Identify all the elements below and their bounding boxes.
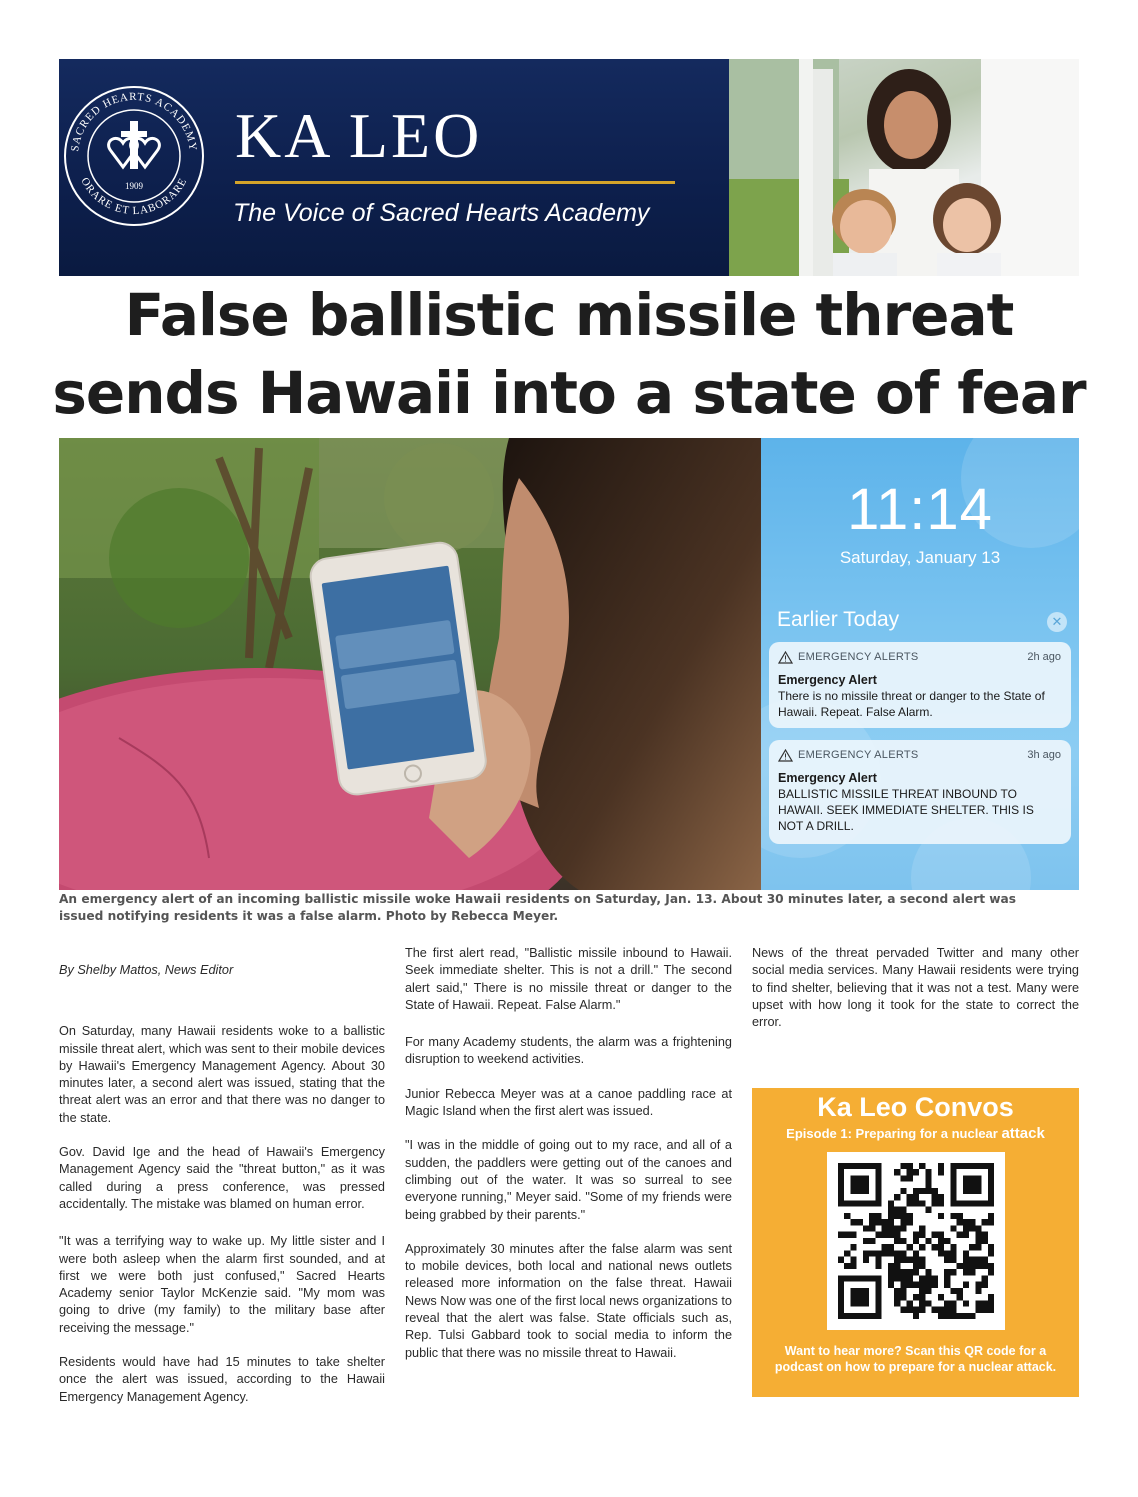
podcast-promo-box <box>752 1088 1079 1397</box>
article-column-1 <box>59 962 385 1423</box>
article-paragraph: "I was in the middle of going out to my race, and all of a sudden, the paddlers were getting out of the canoes and climbing out of the water. It was so surreal to see everyone running," Meyer said. "Some of my friends were being grabbed by their parents." <box>405 1138 732 1222</box>
promo-subtitle <box>752 1125 1079 1142</box>
photo-caption: An emergency alert of an incoming ballistic missile woke Hawaii residents on Saturday, Jan. 13. About 30 minutes later, a second alert was issued notifying residents it was a false alarm. Photo by Rebecca Meyer. <box>59 892 1017 923</box>
main-photo <box>59 438 1079 890</box>
promo-subtitle-main: Episode 1: Preparing for a nuclear <box>786 1126 998 1141</box>
article-column-2 <box>405 945 732 1379</box>
promo-subtitle-end: attack <box>1001 1125 1045 1142</box>
article-paragraph: Gov. David Ige and the head of Hawaii's Emergency Management Agency said the "threat button," as it was called during a press conference, was pressed accidentally. The mistake was blamed on human error. <box>59 1145 385 1211</box>
notification-title: Emergency Alert <box>778 771 877 785</box>
notification-body: BALLISTIC MISSILE THREAT INBOUND TO HAWAII. SEEK IMMEDIATE SHELTER. THIS IS NOT A DRILL. <box>778 787 1034 833</box>
article-paragraph: Residents would have had 15 minutes to take shelter once the alert was issued, according to the Hawaii Emergency Management Agency. <box>59 1355 385 1404</box>
article-paragraph: For many Academy students, the alarm was a frightening disruption to weekend activities. <box>405 1035 732 1067</box>
byline: By Shelby Mattos, News Editor <box>59 963 234 977</box>
article-paragraph: Approximately 30 minutes after the false alarm was sent to mobile devices, both local and national news outlets released more information on the false threat. Hawaii News Now was one of the first local news organizations to reveal that the alert was false. State officials such as, Rep. Tulsi Gabbard took to social media to inform the public that there was no missile threat to Hawaii. <box>405 1241 732 1360</box>
svg-text:ORARE ET LABORARE: ORARE ET LABORARE <box>78 175 190 218</box>
headline-line-1: False ballistic missile threat <box>124 281 1014 349</box>
article-paragraph: Junior Rebecca Meyer was at a canoe paddling race at Magic Island when the first alert was issued. <box>405 1086 732 1119</box>
notification-app: EMERGENCY ALERTS <box>798 651 919 663</box>
notification-card <box>769 740 1071 844</box>
masthead-rule <box>235 181 675 184</box>
qr-code[interactable] <box>827 1152 1005 1330</box>
notification-card <box>769 642 1071 728</box>
promo-title: Ka Leo Convos <box>817 1092 1014 1122</box>
notification-body: There is no missile threat or danger to the State of Hawaii. Repeat. False Alarm. <box>778 689 1045 719</box>
svg-text:1909: 1909 <box>125 181 143 191</box>
article-paragraph: News of the threat pervaded Twitter and many other social media services. Many Hawaii residents were trying to find shelter, believing that it was not a test. Many were upset with how long it took for the state to correct the error. <box>752 946 1079 1030</box>
masthead-tagline: The Voice of Sacred Hearts Academy <box>233 199 650 227</box>
notification-time: 3h ago <box>1027 749 1061 761</box>
masthead-title: KA LEO <box>235 100 483 171</box>
headline <box>0 276 1138 432</box>
close-icon: ✕ <box>1047 612 1067 632</box>
headline-line-2: sends Hawaii into a state of fear <box>52 359 1086 427</box>
article-column-3 <box>752 945 1079 1048</box>
svg-text:SACRED HEARTS ACADEMY: SACRED HEARTS ACADEMY <box>69 90 199 153</box>
article-paragraph: The first alert read, "Ballistic missile inbound to Hawaii. Seek immediate shelter. This is not a drill." The second alert said," There is no missile threat or danger to the State of Hawaii. Repeat. False Alarm." <box>405 946 732 1012</box>
warning-icon <box>778 651 793 664</box>
notification-title: Emergency Alert <box>778 673 877 687</box>
lockscreen-screenshot <box>761 438 1079 890</box>
lockscreen-date: Saturday, January 13 <box>839 548 1001 567</box>
notification-section-header: Earlier Today <box>777 608 900 631</box>
notification-time: 2h ago <box>1027 651 1061 663</box>
article-paragraph: "It was a terrifying way to wake up. My little sister and I were both asleep when the alarm first sounded, and at first we were both just confused," Sacred Hearts Academy senior Taylor McKenzie said. "My mom was going to drive (my family) to the military base after receiving the message." <box>59 1234 385 1335</box>
promo-text: Want to hear more? Scan this QR code for a podcast on how to prepare for a nuclear attack. <box>774 1344 1057 1374</box>
notification-app: EMERGENCY ALERTS <box>798 749 919 761</box>
students-photo <box>729 59 1079 276</box>
academy-seal-logo <box>63 85 205 227</box>
woman-reading-phone-photo <box>59 438 761 890</box>
article-paragraph: On Saturday, many Hawaii residents woke to a ballistic missile threat alert, which was sent to their mobile devices by Hawaii's Emergency Management Agency. About 30 minutes later, a second alert was issued, stating that the threat alert was an error and that there was no danger to the state. <box>59 1024 385 1125</box>
lockscreen-time: 11:14 <box>847 477 993 542</box>
masthead <box>59 59 1079 276</box>
warning-icon <box>778 749 793 762</box>
